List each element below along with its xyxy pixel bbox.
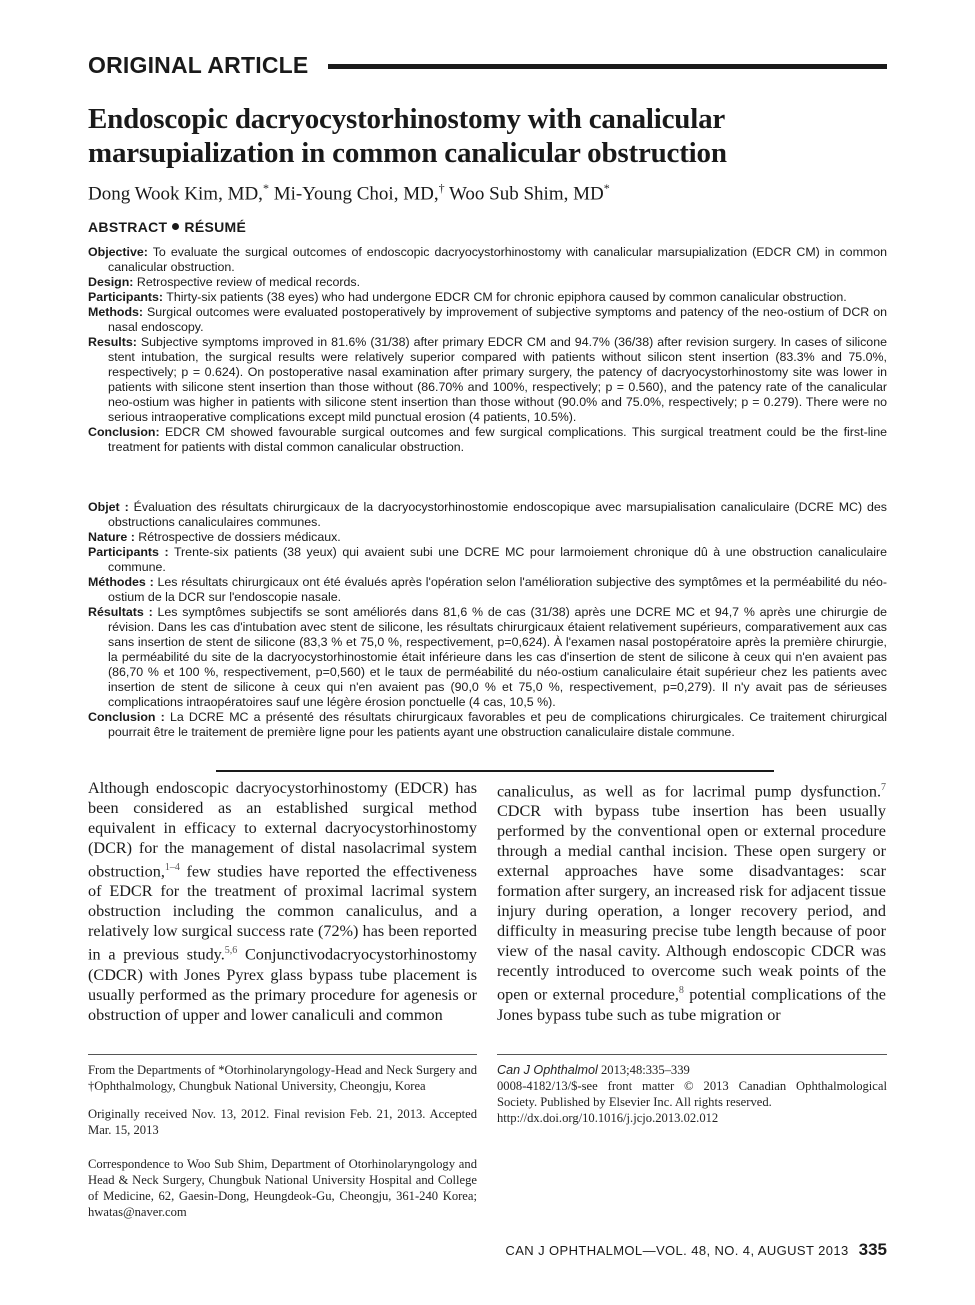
author-3-mark: * <box>603 181 610 195</box>
abstract-text: Thirty-six patients (38 eyes) who had undergone EDCR CM for chronic epiphora caused by common canalicular obstruction. <box>166 290 847 304</box>
abstract-label: Conclusion : <box>88 710 165 724</box>
author-3: Woo Sub Shim, MD <box>449 183 604 205</box>
abstract-english <box>88 245 887 455</box>
abstract-text: Retrospective review of medical records. <box>136 275 361 289</box>
correspondence-note: Correspondence to Woo Sub Shim, Department of Otorhinolaryngology and Head & Neck Surgery, Chungbuk National University Hospital and College of Medicine, 62, Gaesin-Dong, Heungdeok-Gu, Cheongju, 361-240 Korea; hwatas@naver.com <box>88 1157 477 1219</box>
abstract-text: Subjective symptoms improved in 81.6% (31/38) after primary EDCR CM and 94.7% (36/38) after revision surgery. In cases of silicone stent intubation, the surgical results were relatively superior compared with patients without silicon stent insertion (83.3% and 75.0%, respectively; p = 0.624). On postoperative nasal examination after primary surgery, the patency of dacryocystorhinostomy site was lower in patients with silicone stent insertion than those without (86.70% and 100%, respectively; p = 0.560), and the patency rate of the canalicular neo-ostium was higher in patients with silicone stent insertion than those without (90.0% and 75.0%, respectively; p = 0.279). There were no serious intraoperative complications except mild punctual erosion (4 patients, 10.5%). <box>108 335 887 424</box>
body-text: canaliculus, as well as for lacrimal pump dysfunction. <box>497 782 881 801</box>
title-line-2: marsupialization in common canalicular obstruction <box>88 137 727 169</box>
abstract-item <box>88 575 887 605</box>
citation-ref[interactable]: 1–4 <box>164 862 180 873</box>
abstract-item <box>88 275 887 290</box>
affiliation-note: From the Departments of *Otorhinolaryngology-Head and Neck Surgery and †Ophthalmology, Chungbuk National University, Cheongju, Korea <box>88 1063 477 1093</box>
abstract-item <box>88 425 887 455</box>
section-header <box>88 50 887 80</box>
citation-ref[interactable]: 5,6 <box>224 945 238 957</box>
abstract-label: Participants: <box>88 290 164 304</box>
abstract-text: Surgical outcomes were evaluated postoperatively by improvement of subjective symptoms and patency of the neo-ostium of DCR on nasal endoscopy. <box>108 305 887 334</box>
body-text: Conjunctivodacryocystorhinostomy (CDCR) with Jones Pyrex glass bypass tube placement is usually performed as the primary procedure for agenesis or obstruction of upper and lower canaliculi and common <box>88 945 477 1024</box>
page-footer <box>505 1240 887 1260</box>
abstract-item <box>88 710 887 740</box>
abstract-text: Les résultats chirurgicaux ont été évalués après l'opération selon l'amélioration subjective des symptômes et la perméabilité du néo-ostium de la DCR sur l'endoscopie nasale. <box>108 575 887 604</box>
abstract-item <box>88 290 887 305</box>
abstract-text: EDCR CM showed favourable surgical outcomes and few surgical complications. This surgical treatment could be the first-line treatment for patients with distal common canalicular obstruction. <box>108 425 887 454</box>
doi-link[interactable]: http://dx.doi.org/10.1016/j.jcjo.2013.02.012 <box>497 1111 719 1125</box>
body-text: few studies have reported the effectiveness of EDCR for the treatment of proximal lacrimal system obstruction including the common canaliculus, and a relatively low surgical success rate (72%) has been reported in a previous study. <box>88 862 477 964</box>
body-column-left <box>88 778 477 1025</box>
body-text: Although endoscopic dacryocystorhinostomy (EDCR) has been considered as an established surgical method equivalent in efficacy to external dacryocystorhinostomy (DCR) for the management of distal nasolacrimal system obstruction, <box>88 779 477 881</box>
article-page <box>88 0 887 1305</box>
abstract-label: Objective: <box>88 245 148 259</box>
journal-name: Can J Ophthalmol <box>497 1063 598 1077</box>
abstract-item <box>88 500 887 530</box>
abstract-item <box>88 245 887 275</box>
footnote-rule-left <box>88 1054 477 1055</box>
title-line-1: Endoscopic dacryocystorhinostomy with canalicular <box>88 103 726 135</box>
abstract-label: Results: <box>88 335 137 349</box>
citation-ref[interactable]: 7 <box>881 782 886 793</box>
footnotes-right <box>497 1062 887 1126</box>
section-rule <box>328 64 887 69</box>
abstract-heading-fr: RÉSUMÉ <box>184 219 247 235</box>
abstract-label: Methods: <box>88 305 144 319</box>
journal-citation: 2013;48:335–339 <box>600 1063 690 1077</box>
author-2-mark: † <box>438 181 445 195</box>
author-1: Dong Wook Kim, MD, <box>88 183 263 205</box>
abstract-text: To evaluate the surgical outcomes of endoscopic dacryocystorhinostomy with canalicular marsupialization (EDCR CM) in common canalicular obstruction. <box>108 245 888 274</box>
footnotes-left <box>88 1062 477 1220</box>
abstract-label: Objet : <box>88 500 129 514</box>
abstract-french <box>88 500 887 740</box>
footnote-rule-right <box>497 1054 887 1055</box>
footer-journal-issue: CAN J OPHTHALMOL—VOL. 48, NO. 4, AUGUST 2013 <box>505 1243 849 1258</box>
abstract-item <box>88 335 887 425</box>
body-column-right <box>497 778 886 1025</box>
abstract-text: Évaluation des résultats chirurgicaux de la dacryocystorhinostomie endoscopique avec marsupialisation canaliculaire (DCRE MC) des obstructions canaliculaires communes. <box>108 500 887 529</box>
author-2: Mi-Young Choi, MD, <box>273 183 439 205</box>
abstract-label: Méthodes : <box>88 575 154 589</box>
bullet-icon <box>172 223 179 230</box>
abstract-text: Rétrospective de dossiers médicaux. <box>138 530 341 544</box>
abstract-label: Résultats : <box>88 605 153 619</box>
abstract-text: Les symptômes subjectifs se sont améliorés dans 81,6 % de cas (31/38) après une DCRE MC et 94,7 % après une chirurgie de révision. Dans les cas d'intubation avec stent de silicone, les résultats chirurgicaux étaient relativement supérieurs, comparativement aux cas sans insertion de stent de silicone (83,3 % et 75,0 %, respectivement, p=0,624). À l'examen nasal postopératoire après la première chirurgie, la perméabilité du site de la dacryocystorhinostomie était inférieure dans les cas d'insertion de stent de silicone à ceux qui n'en avaient pas (86,70 % et 100 %, respectivement, p=0,560) et le taux de perméabilité du néo-ostium canaliculaire était supérieur chez les patients avec insertion de stent de silicone à ceux qui n'en avaient pas (90,0 % et 75,0 %, respectivement, p=0,279). Il n'y avait pas de sérieuses complications intraopératoires sauf une légère érosion ponctuelle (4 cas, 10,5 %). <box>108 605 887 709</box>
author-1-mark: * <box>262 181 269 195</box>
body-paragraph <box>88 778 477 1025</box>
body-text: potential complications of the Jones bypass tube such as tube migration or <box>497 985 886 1024</box>
body-paragraph <box>497 778 886 1025</box>
abstract-label: Conclusion: <box>88 425 160 439</box>
abstract-heading <box>88 219 246 235</box>
abstract-item <box>88 545 887 575</box>
abstract-label: Participants : <box>88 545 169 559</box>
article-title <box>88 102 887 170</box>
abstract-divider <box>216 770 774 772</box>
citation-ref[interactable]: 8 <box>678 985 684 997</box>
abstract-label: Nature : <box>88 530 135 544</box>
author-list <box>88 176 887 206</box>
abstract-item <box>88 605 887 710</box>
abstract-heading-en: ABSTRACT <box>88 219 168 235</box>
section-label: ORIGINAL ARTICLE <box>88 51 309 78</box>
abstract-text: La DCRE MC a présenté des résultats chirurgicaux favorables et peu de complications chirurgicales. Ce traitement chirurgical pourrait être le traitement de première ligne pour les patients ayant une obstruction canaliculaire distale commune. <box>108 710 888 739</box>
abstract-item <box>88 530 887 545</box>
body-text: CDCR with bypass tube insertion has been usually performed by the conventional open or external procedure through a medial canthal incision. These open surgery or external approaches have some disadvantages: scar formation after surgery, an increased risk for adjacent tissue injury during operation, a longer recovery period, and difficulty in measuring precise tube length because of poor view of the nasal cavity. Although endoscopic CDCR was recently introduced to overcome such weak points of the open or external procedure, <box>497 802 886 1004</box>
abstract-text: Trente-six patients (38 yeux) qui avaient subi une DCRE MC pour larmoiement chronique dû à une obstruction canaliculaire commune. <box>108 545 887 574</box>
abstract-label: Design: <box>88 275 134 289</box>
history-note: Originally received Nov. 13, 2012. Final revision Feb. 21, 2013. Accepted Mar. 15, 2013 <box>88 1107 477 1137</box>
citation-line <box>497 1062 887 1078</box>
abstract-item <box>88 305 887 335</box>
page-number: 335 <box>858 1240 887 1259</box>
copyright-note: 0008-4182/13/$-see front matter © 2013 Canadian Ophthalmological Society. Published by Elsevier Inc. All rights reserved. <box>497 1079 887 1109</box>
